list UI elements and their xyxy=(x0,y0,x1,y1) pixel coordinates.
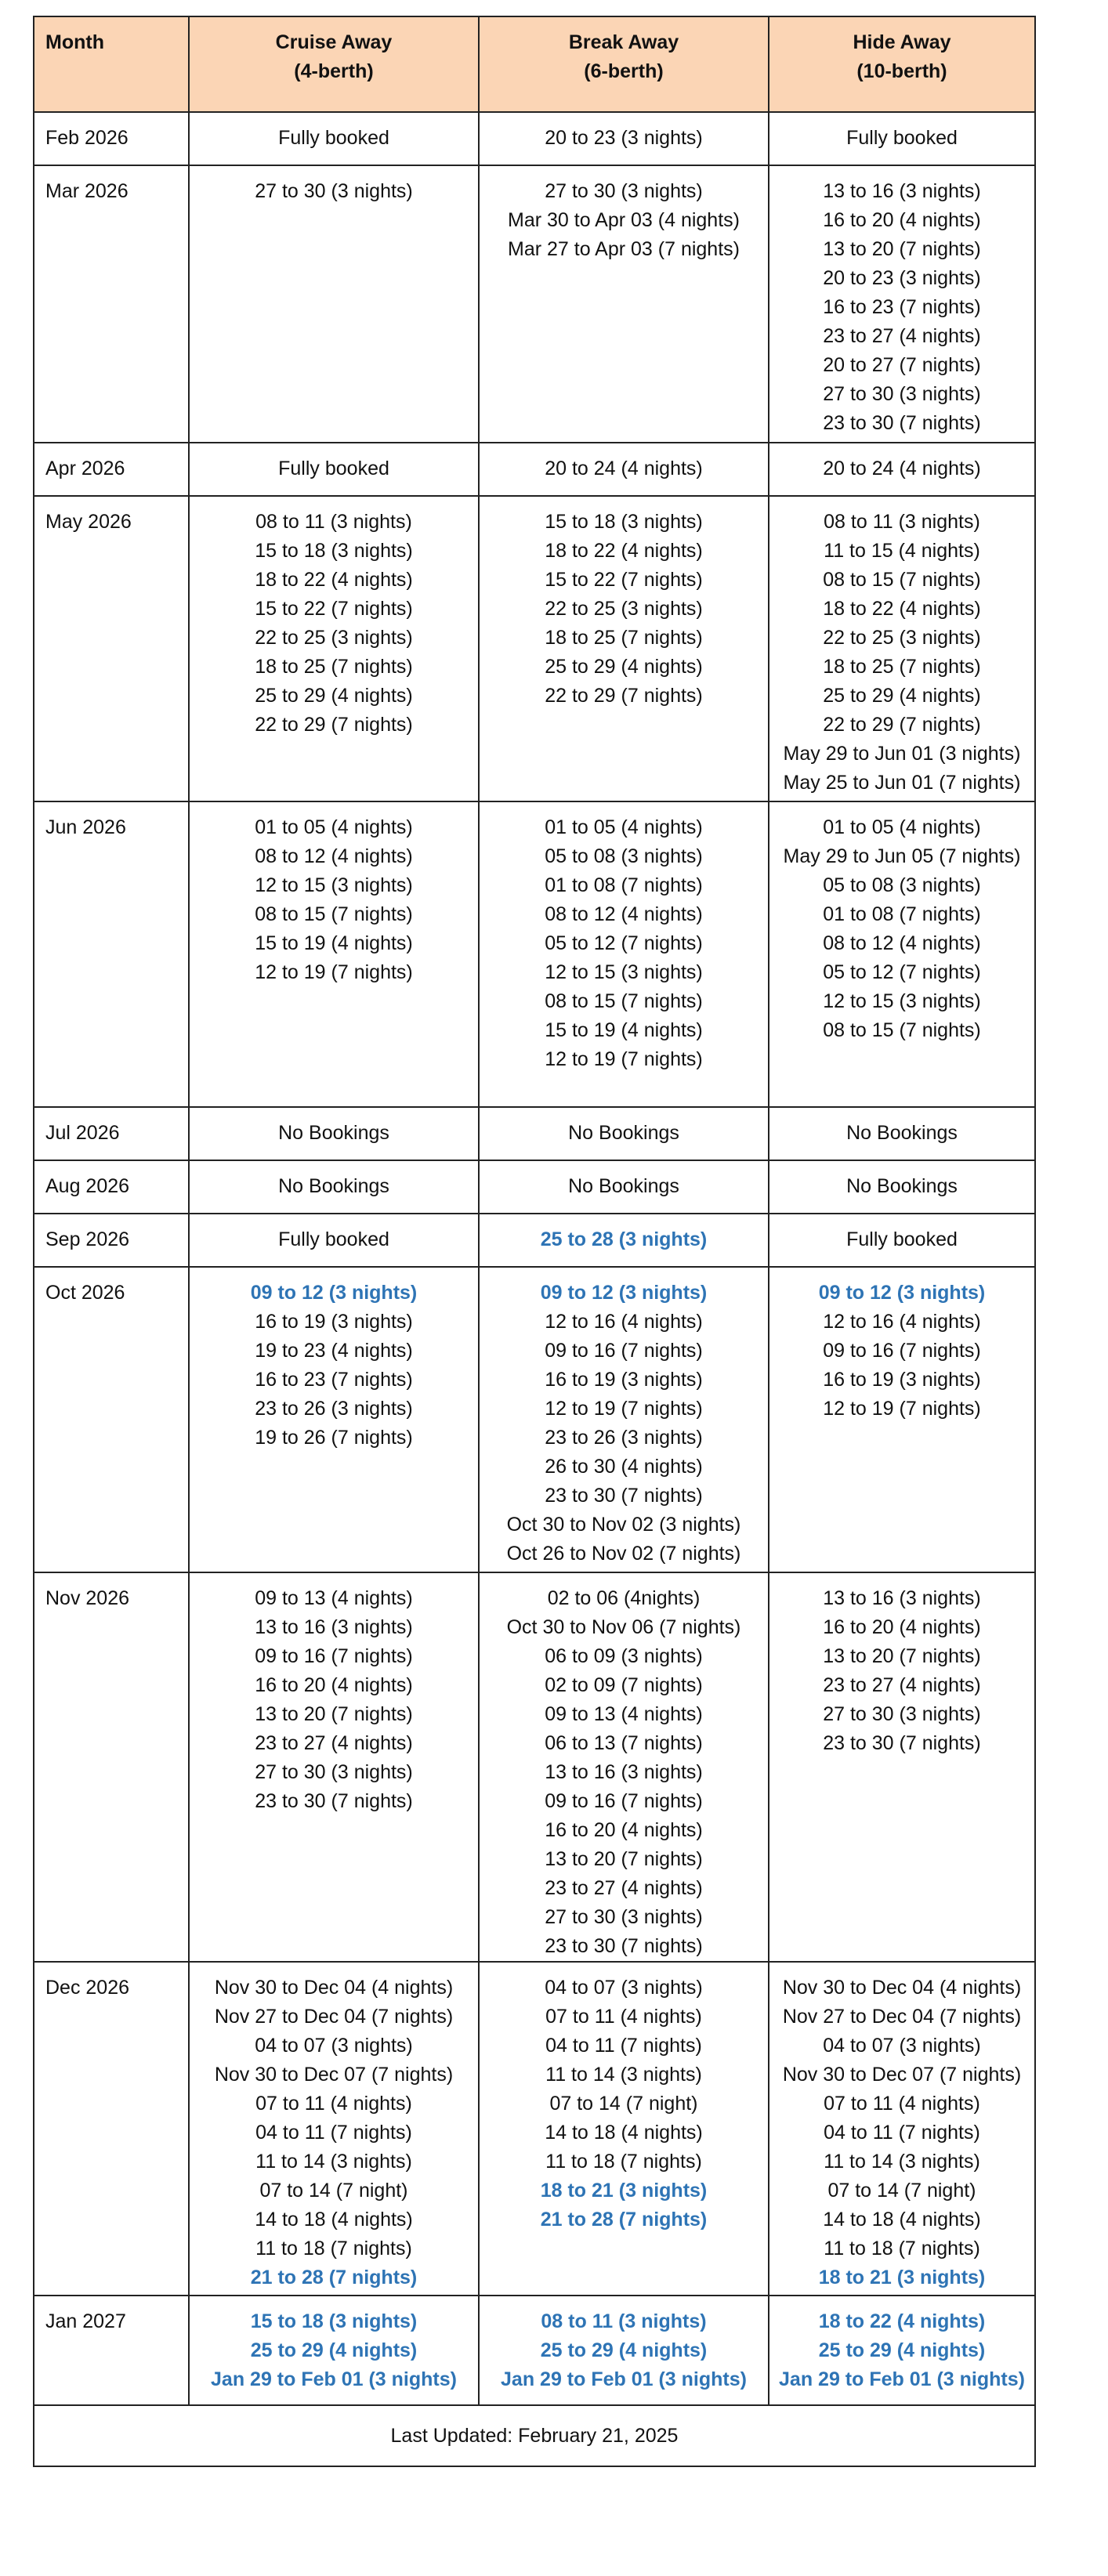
date-range: 08 to 15 (7 nights) xyxy=(823,569,981,591)
date-range: 23 to 30 (7 nights) xyxy=(823,412,981,434)
cruise-away-availability xyxy=(189,801,479,1107)
month-label: Nov 2026 xyxy=(34,1572,189,1962)
break-away-availability xyxy=(479,1572,769,1962)
date-range: 16 to 23 (7 nights) xyxy=(823,296,981,318)
date-range: Fully booked xyxy=(846,1228,958,1250)
date-range: Fully booked xyxy=(278,458,389,479)
month-row xyxy=(34,165,1035,443)
date-range: 04 to 11 (7 nights) xyxy=(255,2122,412,2144)
hide-away-availability xyxy=(769,1214,1035,1267)
hide-away-availability xyxy=(769,1572,1035,1962)
date-range: 23 to 30 (7 nights) xyxy=(255,1790,413,1812)
highlighted-date-range: Jan 29 to Feb 01 (3 nights) xyxy=(501,2368,747,2390)
highlighted-date-range: Jan 29 to Feb 01 (3 nights) xyxy=(211,2368,457,2390)
month-row xyxy=(34,1962,1035,2296)
highlighted-date-range: 25 to 29 (4 nights) xyxy=(818,2339,986,2361)
cruise-away-availability xyxy=(189,443,479,496)
date-range: 05 to 12 (7 nights) xyxy=(545,932,703,954)
date-range: 16 to 19 (3 nights) xyxy=(823,1369,981,1391)
date-range: 23 to 30 (7 nights) xyxy=(545,1935,703,1957)
date-range: May 25 to Jun 01 (7 nights) xyxy=(783,772,1021,794)
date-range: Nov 30 to Dec 07 (7 nights) xyxy=(782,2064,1022,2086)
hide-away-availability xyxy=(769,1962,1035,2296)
date-range: Nov 30 to Dec 04 (4 nights) xyxy=(782,1977,1022,1999)
date-range: 01 to 05 (4 nights) xyxy=(545,816,703,838)
date-range: 23 to 27 (4 nights) xyxy=(823,325,981,347)
date-range: 09 to 16 (7 nights) xyxy=(823,1340,981,1362)
date-range: 22 to 25 (3 nights) xyxy=(823,627,981,649)
date-range: 09 to 16 (7 nights) xyxy=(545,1790,703,1812)
highlighted-date-range: 18 to 22 (4 nights) xyxy=(818,2310,986,2332)
date-range: 23 to 30 (7 nights) xyxy=(823,1732,981,1754)
date-range: 23 to 26 (3 nights) xyxy=(255,1398,413,1420)
hide-away-availability xyxy=(769,1267,1035,1572)
date-range: No Bookings xyxy=(568,1122,679,1144)
date-range: 22 to 29 (7 nights) xyxy=(255,714,413,736)
date-range: 27 to 30 (3 nights) xyxy=(255,180,413,202)
date-range: 12 to 15 (3 nights) xyxy=(545,961,703,983)
date-range: 16 to 19 (3 nights) xyxy=(255,1311,413,1333)
date-range: 22 to 25 (3 nights) xyxy=(545,598,703,620)
date-range: Oct 30 to Nov 06 (7 nights) xyxy=(506,1616,741,1638)
date-range: 18 to 22 (4 nights) xyxy=(823,598,981,620)
date-range: Nov 27 to Dec 04 (7 nights) xyxy=(214,2006,454,2028)
month-label: Dec 2026 xyxy=(34,1962,189,2296)
date-range: 16 to 20 (4 nights) xyxy=(823,1616,981,1638)
date-range: 25 to 29 (4 nights) xyxy=(545,656,703,678)
date-range: 27 to 30 (3 nights) xyxy=(545,180,703,202)
date-range: 13 to 20 (7 nights) xyxy=(255,1703,413,1725)
highlighted-date-range: 21 to 28 (7 nights) xyxy=(250,2267,418,2288)
date-range: 18 to 22 (4 nights) xyxy=(545,540,703,562)
break-away-availability xyxy=(479,443,769,496)
hide-away-availability xyxy=(769,112,1035,165)
date-range: 26 to 30 (4 nights) xyxy=(545,1456,703,1478)
highlighted-date-range: 18 to 21 (3 nights) xyxy=(818,2267,986,2288)
date-range: 16 to 20 (4 nights) xyxy=(255,1674,413,1696)
highlighted-date-range: 25 to 28 (3 nights) xyxy=(540,1228,708,1250)
date-range: 22 to 29 (7 nights) xyxy=(545,685,703,707)
date-range: No Bookings xyxy=(278,1175,389,1197)
hide-away-header xyxy=(769,16,1035,112)
date-range: 15 to 18 (3 nights) xyxy=(545,511,703,533)
date-range: 07 to 14 (7 night) xyxy=(549,2093,698,2115)
date-range: 09 to 16 (7 nights) xyxy=(545,1340,703,1362)
highlighted-date-range: 09 to 12 (3 nights) xyxy=(818,1282,986,1304)
break-away-availability xyxy=(479,112,769,165)
month-rows xyxy=(34,112,1035,2405)
date-range: 01 to 08 (7 nights) xyxy=(823,903,981,925)
break-away-availability xyxy=(479,801,769,1107)
date-range: 18 to 25 (7 nights) xyxy=(823,656,981,678)
month-row xyxy=(34,496,1035,801)
availability-sheet xyxy=(33,16,1034,2467)
highlighted-date-range: 18 to 21 (3 nights) xyxy=(540,2180,708,2202)
date-range: 08 to 15 (7 nights) xyxy=(823,1019,981,1041)
break-away-availability xyxy=(479,1214,769,1267)
date-range: 11 to 14 (3 nights) xyxy=(255,2151,412,2173)
date-range: Nov 27 to Dec 04 (7 nights) xyxy=(782,2006,1022,2028)
date-range: 04 to 07 (3 nights) xyxy=(255,2035,413,2057)
date-range: 16 to 20 (4 nights) xyxy=(823,209,981,231)
date-range: 13 to 20 (7 nights) xyxy=(823,238,981,260)
date-range: 08 to 15 (7 nights) xyxy=(255,903,413,925)
date-range: No Bookings xyxy=(846,1122,958,1144)
month-row xyxy=(34,1107,1035,1160)
date-range: Fully booked xyxy=(846,127,958,149)
date-range: 15 to 18 (3 nights) xyxy=(255,540,413,562)
date-range: 12 to 15 (3 nights) xyxy=(255,874,413,896)
date-range: May 29 to Jun 05 (7 nights) xyxy=(783,845,1021,867)
date-range: Oct 26 to Nov 02 (7 nights) xyxy=(506,1543,741,1565)
date-range: Mar 27 to Apr 03 (7 nights) xyxy=(508,238,740,260)
date-range: 22 to 29 (7 nights) xyxy=(823,714,981,736)
month-row xyxy=(34,1267,1035,1572)
cruise-away-availability xyxy=(189,1962,479,2296)
date-range: 04 to 11 (7 nights) xyxy=(824,2122,980,2144)
date-range: 05 to 12 (7 nights) xyxy=(823,961,981,983)
break-away-availability xyxy=(479,1267,769,1572)
hide-away-availability xyxy=(769,165,1035,443)
cruise-away-availability xyxy=(189,2296,479,2405)
break-away-availability xyxy=(479,2296,769,2405)
cruise-away-availability xyxy=(189,1214,479,1267)
boat-name: Hide Away xyxy=(853,31,951,53)
date-range: 09 to 13 (4 nights) xyxy=(255,1587,413,1609)
date-range: 12 to 16 (4 nights) xyxy=(823,1311,981,1333)
date-range: 11 to 18 (7 nights) xyxy=(545,2151,702,2173)
date-range: 02 to 06 (4nights) xyxy=(547,1587,701,1609)
date-range: 11 to 15 (4 nights) xyxy=(824,540,980,562)
break-away-availability xyxy=(479,1160,769,1214)
date-range: 14 to 18 (4 nights) xyxy=(545,2122,703,2144)
date-range: May 29 to Jun 01 (3 nights) xyxy=(783,743,1021,765)
date-range: 12 to 19 (7 nights) xyxy=(545,1398,703,1420)
month-label: May 2026 xyxy=(34,496,189,801)
date-range: 14 to 18 (4 nights) xyxy=(255,2209,413,2230)
month-label: Jun 2026 xyxy=(34,801,189,1107)
date-range: 27 to 30 (3 nights) xyxy=(823,383,981,405)
date-range: 25 to 29 (4 nights) xyxy=(823,685,981,707)
date-range: Nov 30 to Dec 07 (7 nights) xyxy=(214,2064,454,2086)
cruise-away-availability xyxy=(189,165,479,443)
hide-away-availability xyxy=(769,496,1035,801)
date-range: 07 to 11 (4 nights) xyxy=(255,2093,412,2115)
date-range: 02 to 09 (7 nights) xyxy=(545,1674,703,1696)
date-range: 18 to 22 (4 nights) xyxy=(255,569,413,591)
date-range: 23 to 27 (4 nights) xyxy=(255,1732,413,1754)
date-range: 23 to 27 (4 nights) xyxy=(545,1877,703,1899)
break-away-availability xyxy=(479,1107,769,1160)
date-range: 12 to 19 (7 nights) xyxy=(823,1398,981,1420)
highlighted-date-range: 09 to 12 (3 nights) xyxy=(540,1282,708,1304)
date-range: 08 to 11 (3 nights) xyxy=(824,511,980,533)
highlighted-date-range: 21 to 28 (7 nights) xyxy=(540,2209,708,2230)
hide-away-availability xyxy=(769,2296,1035,2405)
month-label: Sep 2026 xyxy=(34,1214,189,1267)
date-range: No Bookings xyxy=(568,1175,679,1197)
date-range: 04 to 07 (3 nights) xyxy=(823,2035,981,2057)
availability-table xyxy=(33,16,1036,2467)
date-range: 15 to 22 (7 nights) xyxy=(545,569,703,591)
hide-away-availability xyxy=(769,443,1035,496)
cruise-away-availability xyxy=(189,1267,479,1572)
highlighted-date-range: 09 to 12 (3 nights) xyxy=(250,1282,418,1304)
month-row xyxy=(34,2296,1035,2405)
date-range: 08 to 12 (4 nights) xyxy=(255,845,413,867)
date-range: 13 to 16 (3 nights) xyxy=(255,1616,413,1638)
break-away-availability xyxy=(479,1962,769,2296)
cruise-away-availability xyxy=(189,112,479,165)
date-range: 08 to 15 (7 nights) xyxy=(545,990,703,1012)
month-column-header: Month xyxy=(34,16,189,112)
month-label: Jan 2027 xyxy=(34,2296,189,2405)
date-range: 16 to 19 (3 nights) xyxy=(545,1369,703,1391)
date-range: 11 to 18 (7 nights) xyxy=(255,2238,412,2259)
date-range: 27 to 30 (3 nights) xyxy=(545,1906,703,1928)
date-range: 15 to 22 (7 nights) xyxy=(255,598,413,620)
date-range: 07 to 11 (4 nights) xyxy=(824,2093,980,2115)
break-away-header xyxy=(479,16,769,112)
cruise-away-availability xyxy=(189,1107,479,1160)
date-range: 18 to 25 (7 nights) xyxy=(545,627,703,649)
date-range: 20 to 23 (3 nights) xyxy=(545,127,703,149)
date-range: 16 to 20 (4 nights) xyxy=(545,1819,703,1841)
date-range: 12 to 16 (4 nights) xyxy=(545,1311,703,1333)
hide-away-availability xyxy=(769,1107,1035,1160)
highlighted-date-range: 15 to 18 (3 nights) xyxy=(250,2310,418,2332)
date-range: 27 to 30 (3 nights) xyxy=(255,1761,413,1783)
date-range: 01 to 05 (4 nights) xyxy=(823,816,981,838)
month-label: Mar 2026 xyxy=(34,165,189,443)
date-range: Oct 30 to Nov 02 (3 nights) xyxy=(506,1514,741,1536)
date-range: Mar 30 to Apr 03 (4 nights) xyxy=(508,209,740,231)
date-range: 06 to 09 (3 nights) xyxy=(545,1645,703,1667)
break-away-availability xyxy=(479,496,769,801)
date-range: 06 to 13 (7 nights) xyxy=(545,1732,703,1754)
month-label: Jul 2026 xyxy=(34,1107,189,1160)
berth-count: (4-berth) xyxy=(294,60,374,82)
hide-away-availability xyxy=(769,1160,1035,1214)
date-range: 01 to 05 (4 nights) xyxy=(255,816,413,838)
date-range: 08 to 12 (4 nights) xyxy=(545,903,703,925)
date-range: 23 to 30 (7 nights) xyxy=(545,1485,703,1507)
date-range: Nov 30 to Dec 04 (4 nights) xyxy=(214,1977,454,1999)
date-range: 18 to 25 (7 nights) xyxy=(255,656,413,678)
date-range: 05 to 08 (3 nights) xyxy=(545,845,703,867)
date-range: 20 to 24 (4 nights) xyxy=(545,458,703,479)
month-row xyxy=(34,112,1035,165)
date-range: 04 to 11 (7 nights) xyxy=(545,2035,702,2057)
date-range: Fully booked xyxy=(278,1228,389,1250)
date-range: 20 to 24 (4 nights) xyxy=(823,458,981,479)
date-range: 07 to 14 (7 night) xyxy=(827,2180,976,2202)
date-range: 01 to 08 (7 nights) xyxy=(545,874,703,896)
date-range: No Bookings xyxy=(278,1122,389,1144)
date-range: 13 to 16 (3 nights) xyxy=(823,180,981,202)
date-range: 12 to 19 (7 nights) xyxy=(545,1048,703,1070)
date-range: 20 to 27 (7 nights) xyxy=(823,354,981,376)
cruise-away-header xyxy=(189,16,479,112)
month-row xyxy=(34,1160,1035,1214)
date-range: 23 to 26 (3 nights) xyxy=(545,1427,703,1449)
date-range: 15 to 19 (4 nights) xyxy=(255,932,413,954)
month-label: Oct 2026 xyxy=(34,1267,189,1572)
date-range: 25 to 29 (4 nights) xyxy=(255,685,413,707)
date-range: No Bookings xyxy=(846,1175,958,1197)
cruise-away-availability xyxy=(189,1160,479,1214)
berth-count: (6-berth) xyxy=(584,60,664,82)
date-range: 16 to 23 (7 nights) xyxy=(255,1369,413,1391)
date-range: 23 to 27 (4 nights) xyxy=(823,1674,981,1696)
cruise-away-availability xyxy=(189,496,479,801)
date-range: 11 to 14 (3 nights) xyxy=(824,2151,980,2173)
date-range: 13 to 16 (3 nights) xyxy=(823,1587,981,1609)
highlighted-date-range: 25 to 29 (4 nights) xyxy=(540,2339,708,2361)
boat-name: Cruise Away xyxy=(275,31,393,53)
highlighted-date-range: Jan 29 to Feb 01 (3 nights) xyxy=(779,2368,1025,2390)
date-range: 13 to 20 (7 nights) xyxy=(545,1848,703,1870)
date-range: 22 to 25 (3 nights) xyxy=(255,627,413,649)
month-label: Apr 2026 xyxy=(34,443,189,496)
hide-away-availability xyxy=(769,801,1035,1107)
highlighted-date-range: 08 to 11 (3 nights) xyxy=(541,2310,707,2332)
date-range: Fully booked xyxy=(278,127,389,149)
date-range: 20 to 23 (3 nights) xyxy=(823,267,981,289)
date-range: 13 to 16 (3 nights) xyxy=(545,1761,703,1783)
month-row xyxy=(34,1214,1035,1267)
date-range: 05 to 08 (3 nights) xyxy=(823,874,981,896)
berth-count: (10-berth) xyxy=(856,60,947,82)
date-range: 12 to 15 (3 nights) xyxy=(823,990,981,1012)
date-range: 27 to 30 (3 nights) xyxy=(823,1703,981,1725)
date-range: 08 to 11 (3 nights) xyxy=(255,511,412,533)
date-range: 14 to 18 (4 nights) xyxy=(823,2209,981,2230)
date-range: 08 to 12 (4 nights) xyxy=(823,932,981,954)
date-range: 11 to 18 (7 nights) xyxy=(824,2238,980,2259)
break-away-availability xyxy=(479,165,769,443)
highlighted-date-range: 25 to 29 (4 nights) xyxy=(250,2339,418,2361)
date-range: 15 to 19 (4 nights) xyxy=(545,1019,703,1041)
date-range: 13 to 20 (7 nights) xyxy=(823,1645,981,1667)
month-label: Aug 2026 xyxy=(34,1160,189,1214)
date-range: 19 to 23 (4 nights) xyxy=(255,1340,413,1362)
date-range: 11 to 14 (3 nights) xyxy=(545,2064,702,2086)
date-range: 07 to 11 (4 nights) xyxy=(545,2006,702,2028)
date-range: 12 to 19 (7 nights) xyxy=(255,961,413,983)
month-row xyxy=(34,443,1035,496)
date-range: 09 to 13 (4 nights) xyxy=(545,1703,703,1725)
month-row xyxy=(34,1572,1035,1962)
date-range: 07 to 14 (7 night) xyxy=(259,2180,408,2202)
header-row xyxy=(34,16,1035,112)
date-range: 09 to 16 (7 nights) xyxy=(255,1645,413,1667)
month-row xyxy=(34,801,1035,1107)
month-label: Feb 2026 xyxy=(34,112,189,165)
date-range: 19 to 26 (7 nights) xyxy=(255,1427,413,1449)
cruise-away-availability xyxy=(189,1572,479,1962)
last-updated: Last Updated: February 21, 2025 xyxy=(34,2405,1035,2466)
footer-row xyxy=(34,2405,1035,2466)
date-range: 04 to 07 (3 nights) xyxy=(545,1977,703,1999)
boat-name: Break Away xyxy=(568,31,679,53)
